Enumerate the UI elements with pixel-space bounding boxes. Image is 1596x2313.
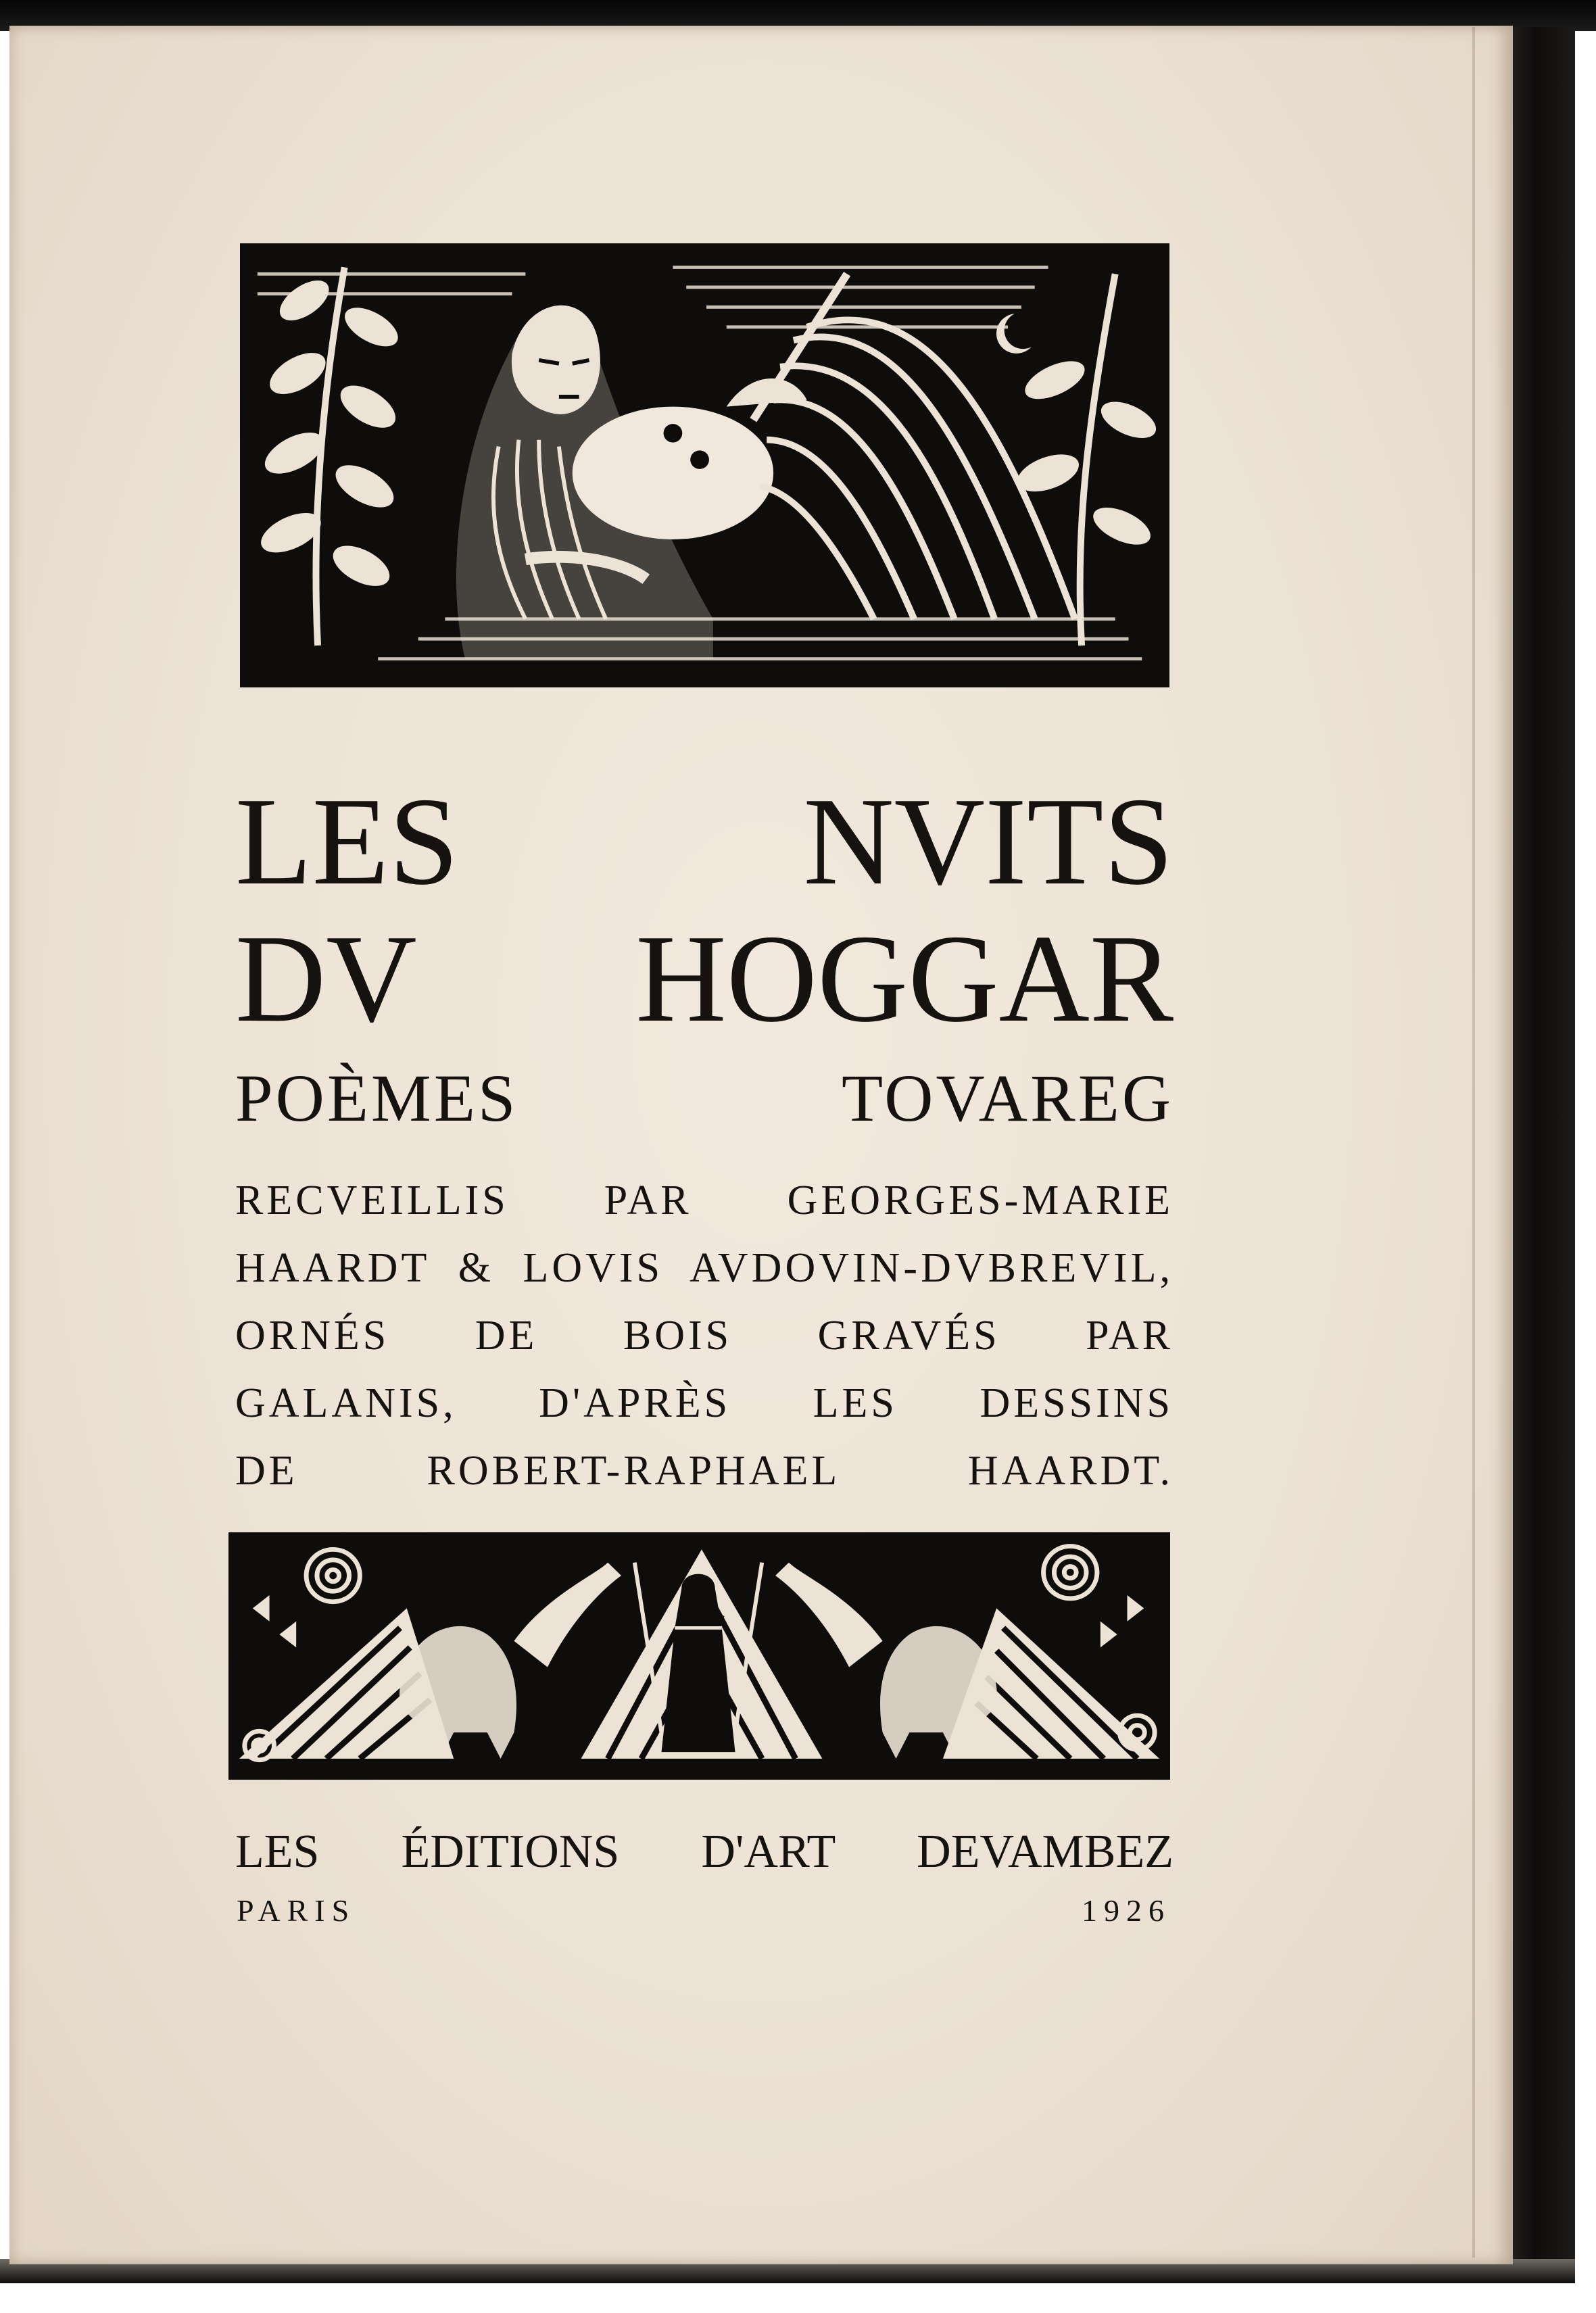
credit-line: RECVEILLIS PAR GEORGES-MARIE bbox=[235, 1177, 1174, 1223]
woodcut-camels-icon bbox=[228, 1532, 1170, 1780]
subtitle: POÈMES TOVAREG bbox=[235, 1061, 1174, 1136]
page-fold bbox=[1472, 27, 1475, 2258]
credit-line: DE ROBERT-RAPHAEL HAARDT. bbox=[235, 1448, 1174, 1494]
credit-line: GALANIS, D'APRÈS LES DESSINS bbox=[235, 1380, 1174, 1426]
book-binding-spine bbox=[1502, 27, 1575, 2271]
publisher-name: LES ÉDITIONS D'ART DEVAMBEZ bbox=[235, 1826, 1174, 1878]
publication-year: 1926 bbox=[1082, 1893, 1171, 1928]
left-plant bbox=[255, 267, 404, 646]
title-line-1: LES NVITS bbox=[235, 772, 1174, 911]
woodcut-camels-svg bbox=[233, 1536, 1166, 1776]
credit-line: ORNÉS DE BOIS GRAVÉS PAR bbox=[235, 1313, 1174, 1359]
credit-line: HAARDT & LOVIS AVDOVIN-DVBREVIL, bbox=[235, 1245, 1174, 1291]
title-line-2: DV HOGGAR bbox=[235, 909, 1174, 1048]
woodcut-musician-icon bbox=[240, 243, 1169, 687]
publisher-city: PARIS bbox=[237, 1893, 356, 1928]
woodcut-musician-svg bbox=[244, 247, 1165, 683]
